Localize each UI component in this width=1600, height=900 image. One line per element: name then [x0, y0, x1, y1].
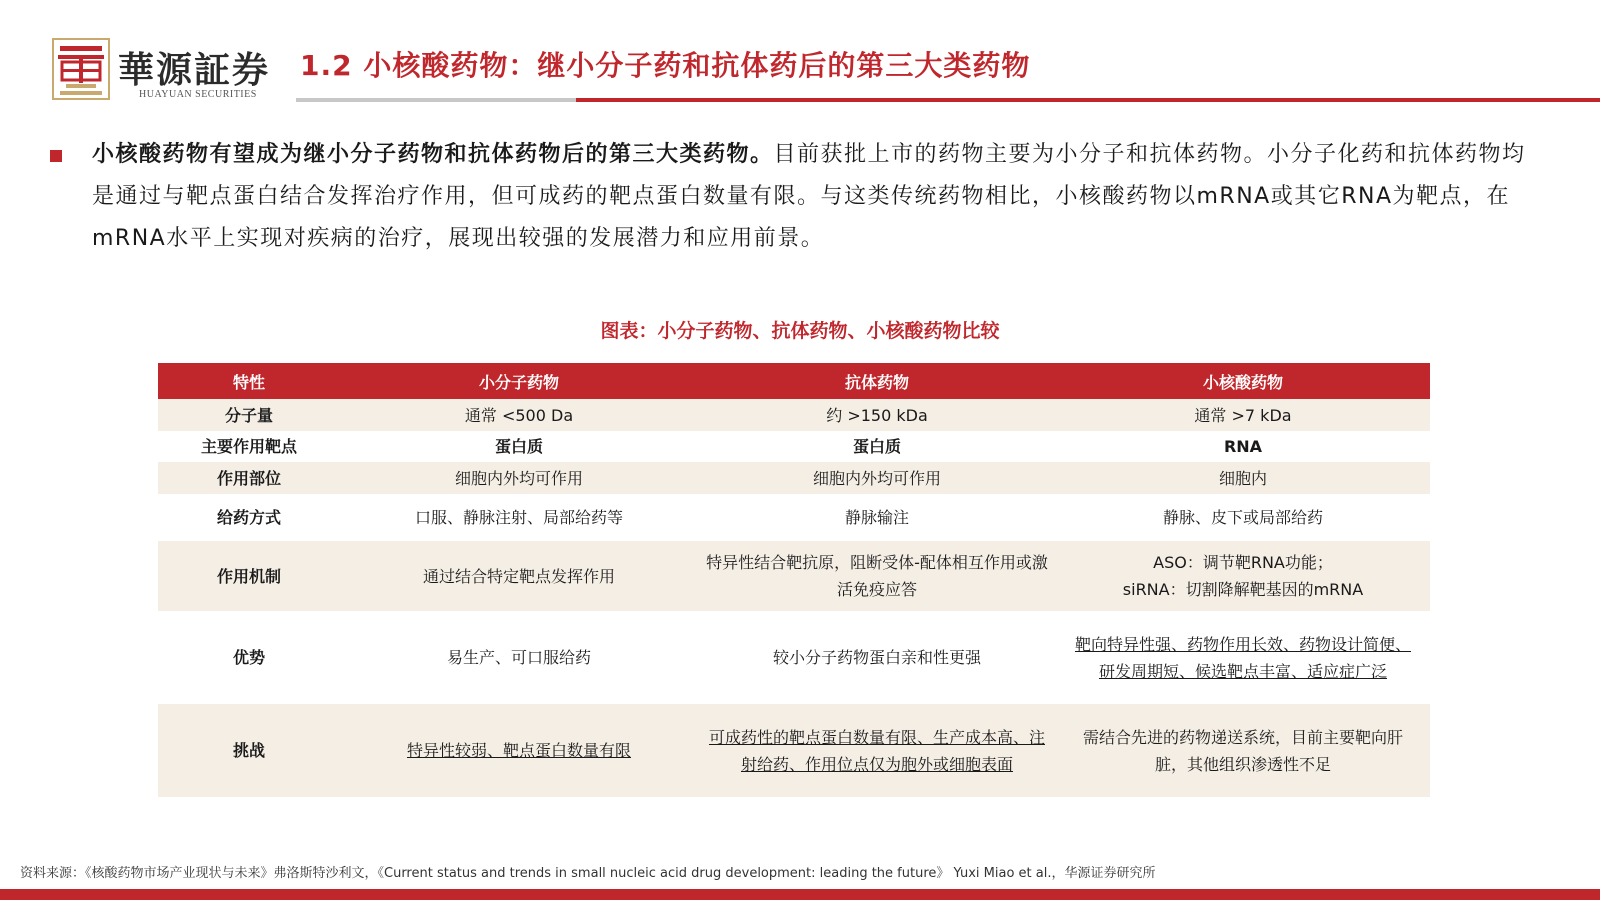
table-cell: 较小分子药物蛋白亲和性更强	[772, 648, 981, 667]
table-row-mechanism	[158, 541, 1430, 611]
footer-bar	[0, 889, 1600, 900]
cell-line-aso: ASO：调节靶RNA功能；	[1153, 553, 1333, 572]
column-header-small-nucleic-acid: 小核酸药物	[1056, 363, 1430, 399]
row-label: 作用机制	[158, 541, 340, 611]
table-cell: 蛋白质	[494, 437, 543, 456]
table-cell: 细胞内	[1056, 462, 1430, 494]
table-row-molecular-weight	[158, 399, 1430, 431]
table-cell: RNA	[1223, 437, 1263, 456]
table-cell: 细胞内外均可作用	[340, 462, 698, 494]
cell-text: 靶向特异性强、药物作用长效、药物设计简便、研发周期短、候选靶点丰富、适应症广泛	[1074, 634, 1411, 681]
row-label: 分子量	[158, 399, 340, 431]
cell-line-sirna: siRNA：切割降解靶基因的mRNA	[1122, 580, 1364, 599]
table-cell	[1056, 704, 1430, 797]
table-cell: 口服、静脉注射、局部给药等	[414, 508, 623, 527]
column-header-antibody: 抗体药物	[698, 363, 1056, 399]
row-label: 作用部位	[158, 462, 340, 494]
comparison-table	[158, 363, 1430, 797]
table-cell	[698, 704, 1056, 797]
column-header-property: 特性	[158, 363, 340, 399]
page-title: 1.2 小核酸药物：继小分子药和抗体药后的第三大类药物	[300, 49, 1031, 82]
source-note: 资料来源：《核酸药物市场产业现状与未来》弗洛斯特沙利文，《Current status and trends in small nucleic acid drug development: leading the future》 Yuxi Miao et al.，华源证券研究所	[20, 866, 1156, 881]
table-row-main-target	[158, 431, 1430, 462]
intro-bold-lead: 小核酸药物有望成为继小分子药物和抗体药物后的第三大类药物。	[92, 142, 774, 167]
table-cell: 通常 <500 Da	[340, 399, 698, 431]
column-header-small-molecule: 小分子药物	[340, 363, 698, 399]
intro-paragraph	[92, 134, 1532, 260]
brand-english-name: HUAYUAN SECURITIES	[139, 89, 257, 100]
table-cell	[1056, 541, 1430, 611]
bullet-square-icon	[50, 150, 62, 162]
brand-name: 華源証券	[118, 49, 271, 91]
table-row-site-of-action	[158, 462, 1430, 494]
table-cell: 静脉输注	[844, 508, 909, 527]
table-cell: 约 >150 kDa	[698, 399, 1056, 431]
table-cell: 蛋白质	[852, 437, 901, 456]
table-cell	[1056, 611, 1430, 704]
table-title: 图表：小分子药物、抗体药物、小核酸药物比较	[600, 320, 1000, 342]
intro-body-text: 目前获批上市的药物主要为小分子和抗体药物。小分子化药和抗体药物均是通过与靶点蛋白结合发挥治疗作用，但可成药的靶点蛋白数量有限。与这类传统药物相比，小核酸药物以mRNA或其它RNA为靶点，在mRNA水平上实现对疾病的治疗，展现出较强的发展潜力和应用前景。	[92, 142, 1526, 251]
row-label: 给药方式	[216, 508, 281, 527]
row-label: 挑战	[158, 704, 340, 797]
table-cell	[698, 541, 1056, 611]
table-cell: 通过结合特定靶点发挥作用	[340, 541, 698, 611]
header-divider-red	[576, 98, 1600, 102]
company-logo	[52, 38, 110, 100]
table-row-challenges	[158, 704, 1430, 797]
row-label: 主要作用靶点	[200, 437, 297, 456]
cell-text: 可成药性的靶点蛋白数量有限、生产成本高、注射给药、作用位点仅为胞外或细胞表面	[708, 727, 1045, 774]
table-cell: 细胞内外均可作用	[698, 462, 1056, 494]
header-divider-gray	[296, 98, 576, 102]
row-label: 优势	[232, 648, 265, 667]
cell-text: 特异性较弱、靶点蛋白数量有限	[406, 741, 631, 760]
cell-text: 需结合先进的药物递送系统，目前主要靶向肝脏，其他组织渗透性不足	[1082, 727, 1403, 774]
table-cell	[340, 704, 698, 797]
cell-text: 特异性结合靶抗原，阻断受体-配体相互作用或激活免疫应答	[706, 553, 1048, 599]
table-row-advantages	[158, 611, 1430, 704]
table-cell: 通常 >7 kDa	[1056, 399, 1430, 431]
table-cell: 易生产、可口服给药	[446, 648, 591, 667]
table-header-row	[158, 363, 1430, 399]
table-cell: 静脉、皮下或局部给药	[1162, 508, 1323, 527]
table-row-administration	[158, 494, 1430, 541]
